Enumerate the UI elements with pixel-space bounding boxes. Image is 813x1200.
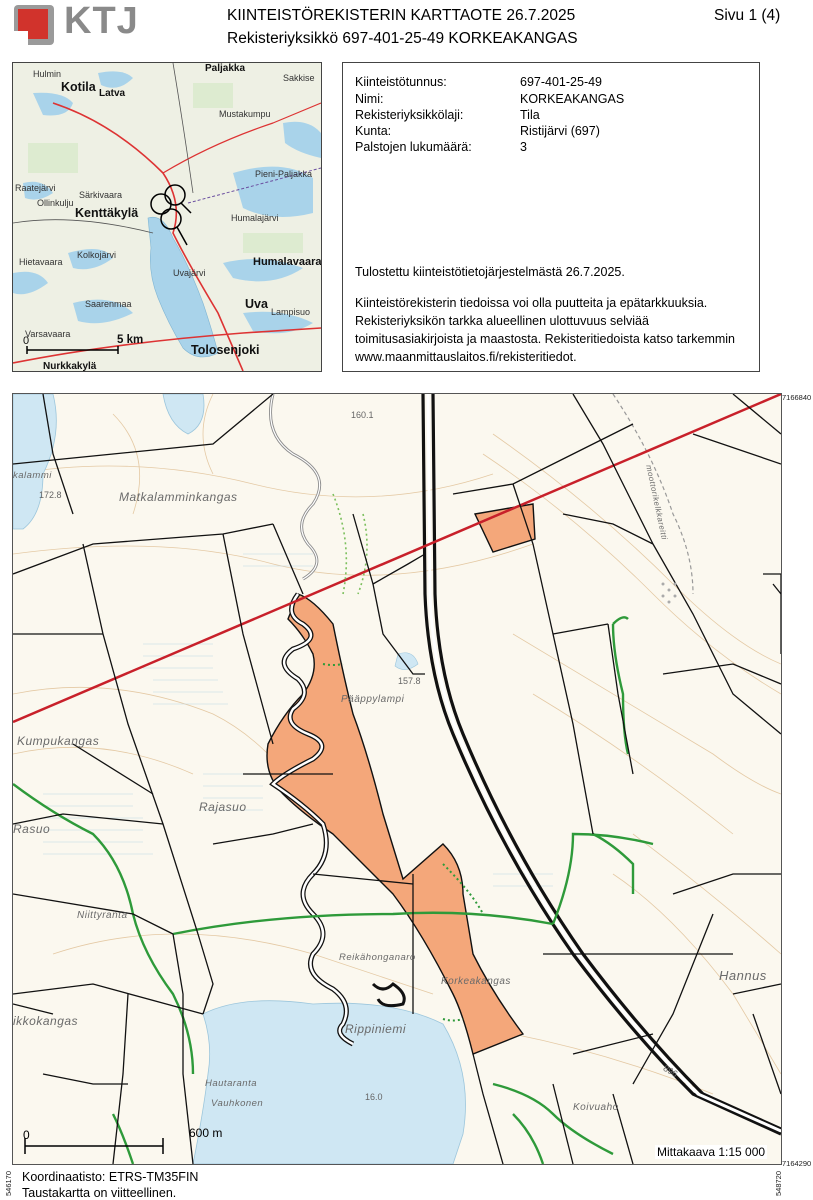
scale-ratio: Mittakaava 1:15 000 <box>657 1145 766 1159</box>
overview-small-1: Mustakumpu <box>219 109 271 119</box>
footer-note: Taustakartta on viitteellinen. <box>22 1186 177 1200</box>
overview-scale-zero: 0 <box>23 335 30 347</box>
logo-text: KTJ <box>64 0 139 42</box>
overview-place-7: Nurkkakylä <box>43 361 97 372</box>
main-map[interactable] <box>12 393 782 1165</box>
info-value-2: Tila <box>520 108 540 122</box>
overview-small-10: Uvajärvi <box>173 268 206 278</box>
map-label-11: Rasuo <box>13 822 51 836</box>
map-label-6: Rippiniemi <box>345 1022 407 1036</box>
page-number: Sivu 1 (4) <box>714 7 781 24</box>
coord-x-right: 548720 <box>774 1170 783 1196</box>
disclaimer-line-1: Rekisteriyksikön tarkka alueellinen ulottuvuus selviää <box>355 314 649 328</box>
overview-small-9: Saarenmaa <box>85 299 132 309</box>
info-label-0: Kiinteistötunnus: <box>355 75 447 89</box>
overview-small-0: Hulmin <box>33 69 62 79</box>
overview-small-3: Pieni-Paljakka <box>255 169 313 179</box>
ktj-logo-mark <box>12 3 56 47</box>
info-value-3: Ristijärvi (697) <box>520 124 600 138</box>
overview-place-4: Humalavaara <box>253 256 322 268</box>
scale-label: 600 m <box>189 1126 223 1140</box>
info-label-1: Nimi: <box>355 92 384 106</box>
disclaimer-line-0: Kiinteistörekisterin tiedoissa voi olla puutteita ja epätarkkuuksia. <box>355 296 708 310</box>
page-title: KIINTEISTÖREKISTERIN KARTTAOTE 26.7.2025 <box>227 7 576 24</box>
height-label-4: 896 <box>661 1062 680 1080</box>
height-label-1: 172.8 <box>39 490 62 500</box>
height-label-3: 16.0 <box>365 1092 383 1102</box>
map-label-3: Niittyranta <box>77 910 128 921</box>
info-label-3: Kunta: <box>355 124 392 138</box>
overview-small-7: Hietavaara <box>19 257 63 267</box>
info-label-4: Palstojen lukumäärä: <box>355 140 472 154</box>
map-label-1: Kumpukangas <box>17 734 100 748</box>
info-value-0: 697-401-25-49 <box>520 75 603 89</box>
overview-place-0: Kotila <box>61 80 96 94</box>
info-value-4: 3 <box>520 140 527 154</box>
map-label-15: kalammi <box>13 470 52 481</box>
map-label-0: Matkalamminkangas <box>119 490 238 504</box>
coord-bottom-right: 7164290 <box>782 1159 812 1168</box>
map-label-5: Korkeakangas <box>441 976 511 987</box>
disclaimer-line-3[interactable]: www.maanmittauslaitos.fi/rekisteritiedot. <box>355 350 577 364</box>
overview-small-8: Kolkojärvi <box>77 250 117 260</box>
overview-place-5: Uva <box>245 297 268 311</box>
map-label-13: Pääppylampi <box>341 694 405 705</box>
map-label-12: ikkokangas <box>13 1014 79 1028</box>
disclaimer-line-2: toimitusasiakirjoista ja maastosta. Rekisteritiedoista katso tarkemmin <box>355 332 735 346</box>
map-label-4: Reikähonganaro <box>339 952 416 963</box>
info-label-2: Rekisteriyksikkölaji: <box>355 108 464 122</box>
overview-small-5: Ollinkulju <box>37 198 74 208</box>
overview-small-2: Sakkise <box>283 73 315 83</box>
property-info-box <box>342 62 760 372</box>
map-label-2: Rajasuo <box>199 800 247 814</box>
overview-small-13: Raatejärvi <box>15 183 56 193</box>
height-label-0: 160.1 <box>351 410 374 420</box>
height-label-2: 157.8 <box>398 676 421 686</box>
info-value-1: KORKEAKANGAS <box>520 92 625 106</box>
overview-place-1: Latva <box>99 88 126 99</box>
printed-date-text: Tulostettu kiinteistötietojärjestelmästä 26.7.2025. <box>355 265 625 279</box>
overview-map[interactable] <box>12 62 322 372</box>
overview-place-3: Kenttäkylä <box>75 206 139 220</box>
overview-small-12: Varsavaara <box>25 329 71 339</box>
overview-small-6: Humalajärvi <box>231 213 279 223</box>
coord-top-right: 7166840 <box>782 393 812 402</box>
map-label-7: Hautaranta <box>205 1078 258 1089</box>
coord-x-left: 546170 <box>4 1170 13 1196</box>
map-label-10: Hannus <box>719 968 767 983</box>
scale-zero: 0 <box>23 1128 30 1142</box>
page-subtitle: Rekisteriyksikkö 697-401-25-49 KORKEAKANGAS <box>227 30 578 47</box>
overview-scale-label: 5 km <box>117 334 144 346</box>
overview-place-6: Tolosenjoki <box>191 343 260 357</box>
map-label-14: moottorikelkkareitti <box>644 464 669 541</box>
map-label-8: Vauhkonen <box>211 1098 264 1109</box>
overview-place-2: Paljakka <box>205 63 246 74</box>
footer-coordinate-system: Koordinaatisto: ETRS-TM35FIN <box>22 1170 199 1184</box>
overview-small-11: Lampisuo <box>271 307 311 317</box>
map-label-9: Koivuaho <box>573 1102 619 1113</box>
overview-small-4: Särkivaara <box>79 190 123 200</box>
